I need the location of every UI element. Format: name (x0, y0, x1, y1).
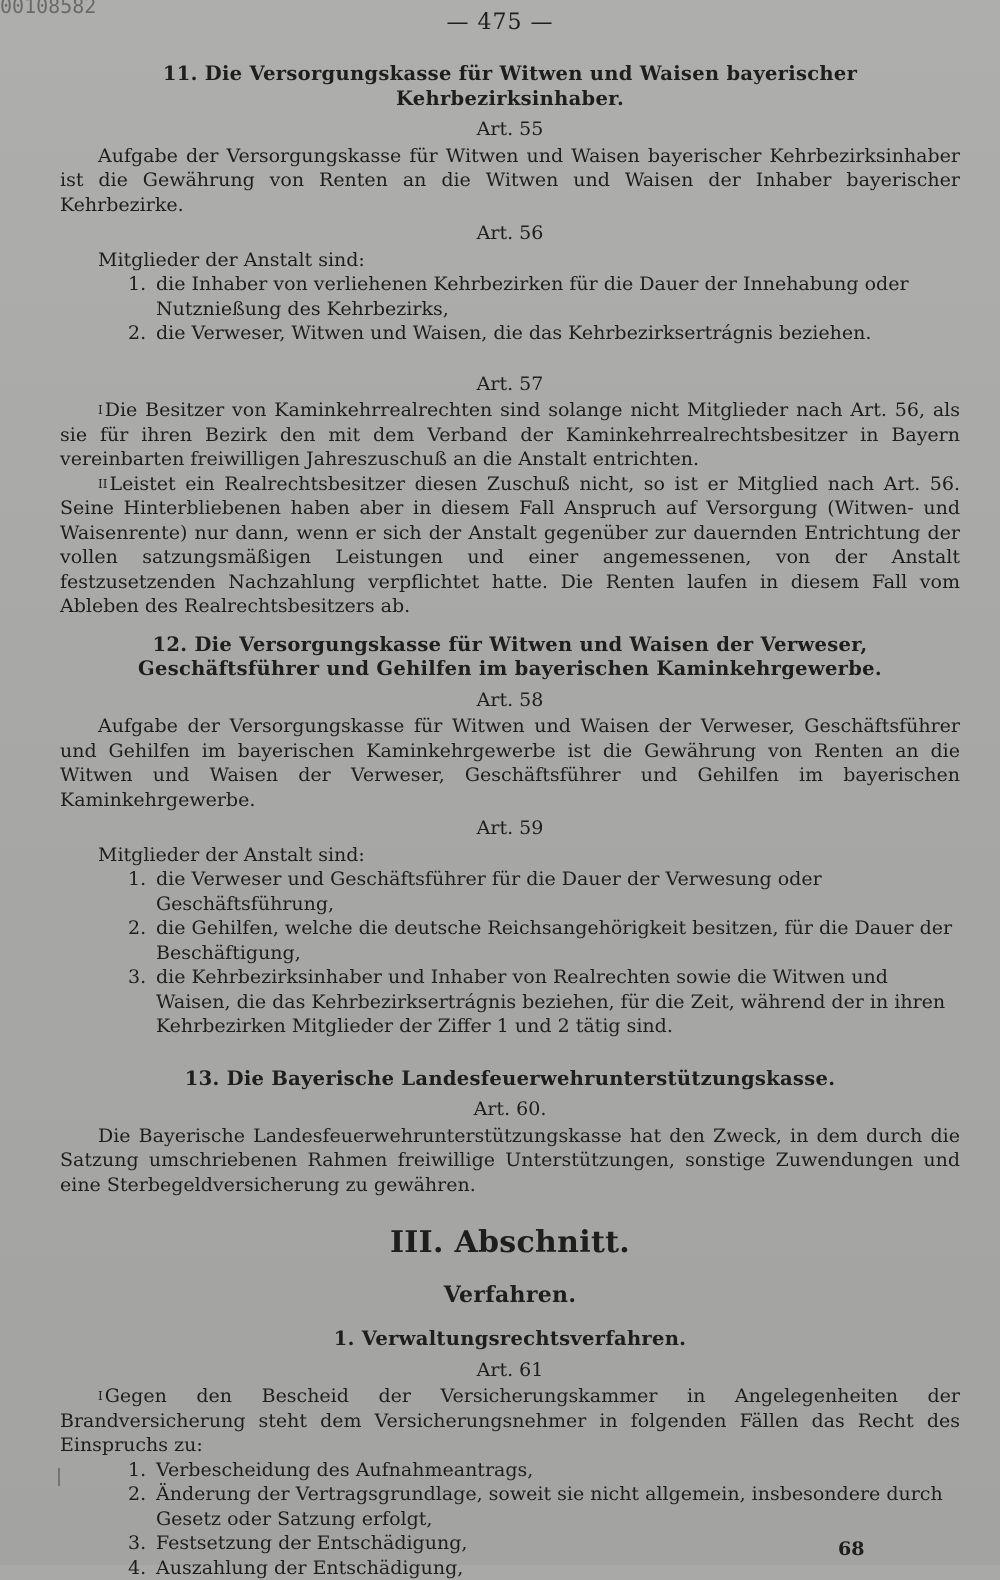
item-number: 4. (128, 1556, 146, 1580)
art-60-text: Die Bayerische Landesfeuerwehrunterstützungskasse hat den Zweck, in dem durch die Satzung umschriebenen Rahmen freiwillige Unterstützungen, sonstige Zuwendungen und eine Sterbegeldversicherung zu gewähren. (60, 1124, 960, 1198)
art-60-label: Art. 60. (60, 1097, 960, 1122)
art-58-label: Art. 58 (60, 688, 960, 713)
list-item (128, 1482, 960, 1531)
part-3-heading: III. Abschnitt. (60, 1225, 960, 1261)
art-61-label: Art. 61 (60, 1358, 960, 1383)
page-number: — 475 — (0, 10, 1000, 35)
list-item (128, 1556, 960, 1580)
list-item (128, 1458, 960, 1483)
art-56-intro: Mitglieder der Anstalt sind: (60, 248, 960, 273)
art-57-label: Art. 57 (60, 372, 960, 397)
section-11-heading: 11. Die Versorgungskasse für Witwen und Waisen bayerischer Kehrbezirksinhaber. (60, 62, 960, 111)
part-3-section-1-heading: 1. Verwaltungsrechtsverfahren. (60, 1327, 960, 1352)
footer-number: 68 (838, 1538, 864, 1560)
item-number: 1. (128, 867, 146, 892)
art-59-list (60, 867, 960, 1039)
paragraph-text: Die Besitzer von Kaminkehrrealrechten sind solange nicht Mitglieder nach Art. 56, als sie für ihren Bezirk den mit dem Verband der Kaminkehrrealrechtsbesitzer in Bayern vereinbarten freiwilligen Jahreszuschuß an die Anstalt entrichten. (60, 399, 960, 470)
paragraph-marker: I (98, 1389, 103, 1403)
paragraph-marker: II (98, 477, 107, 491)
paragraph-marker: I (98, 403, 103, 417)
section-12-heading: 12. Die Versorgungskasse für Witwen und Waisen der Verweser, Geschäftsführer und Gehilfen im bayerischen Kaminkehrgewerbe. (60, 633, 960, 682)
item-text: Änderung der Vertragsgrundlage, soweit sie nicht allgemein, insbesondere durch Gesetz oder Satzung erfolgt, (156, 1483, 943, 1530)
item-number: 1. (128, 1458, 146, 1483)
page-content (60, 56, 960, 1580)
art-61-paragraph-1 (60, 1384, 960, 1458)
list-item (128, 867, 960, 916)
art-59-label: Art. 59 (60, 816, 960, 841)
paragraph-text: Leistet ein Realrechtsbesitzer diesen Zuschuß nicht, so ist er Mitglied nach Art. 56. Seine Hinterbliebenen haben aber in diesem Fall Anspruch auf Versorgung (Witwen- und Waisenrente) nur dann, wenn er sich der Anstalt gegenüber zur dauernden Entrichtung der vollen satzungsmäßigen Leistungen und einer angemessenen, von der Anstalt festzusetzenden Nachzahlung verpflichtet hatte. Die Renten laufen in diesem Fall vom Ableben des Realrechtsbesitzers ab. (60, 473, 960, 618)
item-text: die Gehilfen, welche die deutsche Reichsangehörigkeit besitzen, für die Dauer der Beschäftigung, (156, 917, 952, 964)
item-number: 3. (128, 965, 146, 990)
item-number: 2. (128, 916, 146, 941)
margin-mark (58, 1468, 60, 1486)
art-58-text: Aufgabe der Versorgungskasse für Witwen und Waisen der Verweser, Geschäftsführer und Gehilfen im bayerischen Kaminkehrgewerbe ist die Gewährung von Renten an die Witwen und Waisen der Verweser, Geschäftsführer und Gehilfen im bayerischen Kaminkehrgewerbe. (60, 714, 960, 812)
art-55-text: Aufgabe der Versorgungskasse für Witwen und Waisen bayerischer Kehrbezirksinhaber ist die Gewährung von Renten an die Witwen und Waisen der Inhaber bayerischer Kehrbezirke. (60, 144, 960, 218)
item-number: 3. (128, 1531, 146, 1556)
list-item (128, 272, 960, 321)
item-text: die Verweser, Witwen und Waisen, die das Kehrbezirksertrágnis beziehen. (156, 322, 871, 344)
item-number: 2. (128, 321, 146, 346)
section-13-heading: 13. Die Bayerische Landesfeuerwehrunterstützungskasse. (60, 1067, 960, 1092)
item-text: die Verweser und Geschäftsführer für die Dauer der Verwesung oder Geschäftsführung, (156, 868, 822, 915)
art-57-paragraph-2 (60, 472, 960, 619)
item-number: 1. (128, 272, 146, 297)
art-56-label: Art. 56 (60, 221, 960, 246)
item-text: Auszahlung der Entschädigung, (156, 1557, 463, 1579)
art-57-paragraph-1 (60, 398, 960, 472)
archive-stamp: 00108582 (0, 0, 96, 18)
list-item (128, 965, 960, 1039)
art-59-intro: Mitglieder der Anstalt sind: (60, 843, 960, 868)
list-item (128, 916, 960, 965)
art-61-list (60, 1458, 960, 1580)
item-text: Verbescheidung des Aufnahmeantrags, (156, 1459, 533, 1481)
part-3-subheading: Verfahren. (60, 1281, 960, 1309)
item-text: die Inhaber von verliehenen Kehrbezirken für die Dauer der Innehabung oder Nutznießung des Kehrbezirks, (156, 273, 909, 320)
art-55-label: Art. 55 (60, 117, 960, 142)
list-item (128, 321, 960, 346)
item-number: 2. (128, 1482, 146, 1507)
paragraph-text: Gegen den Bescheid der Versicherungskammer in Angelegenheiten der Brandversicherung steht dem Versicherungsnehmer in folgenden Fällen das Recht des Einspruchs zu: (60, 1385, 960, 1456)
list-item (128, 1531, 960, 1556)
art-56-list (60, 272, 960, 346)
item-text: die Kehrbezirksinhaber und Inhaber von Realrechten sowie die Witwen und Waisen, die das Kehrbezirksertrágnis beziehen, für die Zeit, während der in ihren Kehrbezirken Mitglieder der Ziffer 1 und 2 tätig sind. (156, 966, 945, 1037)
item-text: Festsetzung der Entschädigung, (156, 1532, 467, 1554)
